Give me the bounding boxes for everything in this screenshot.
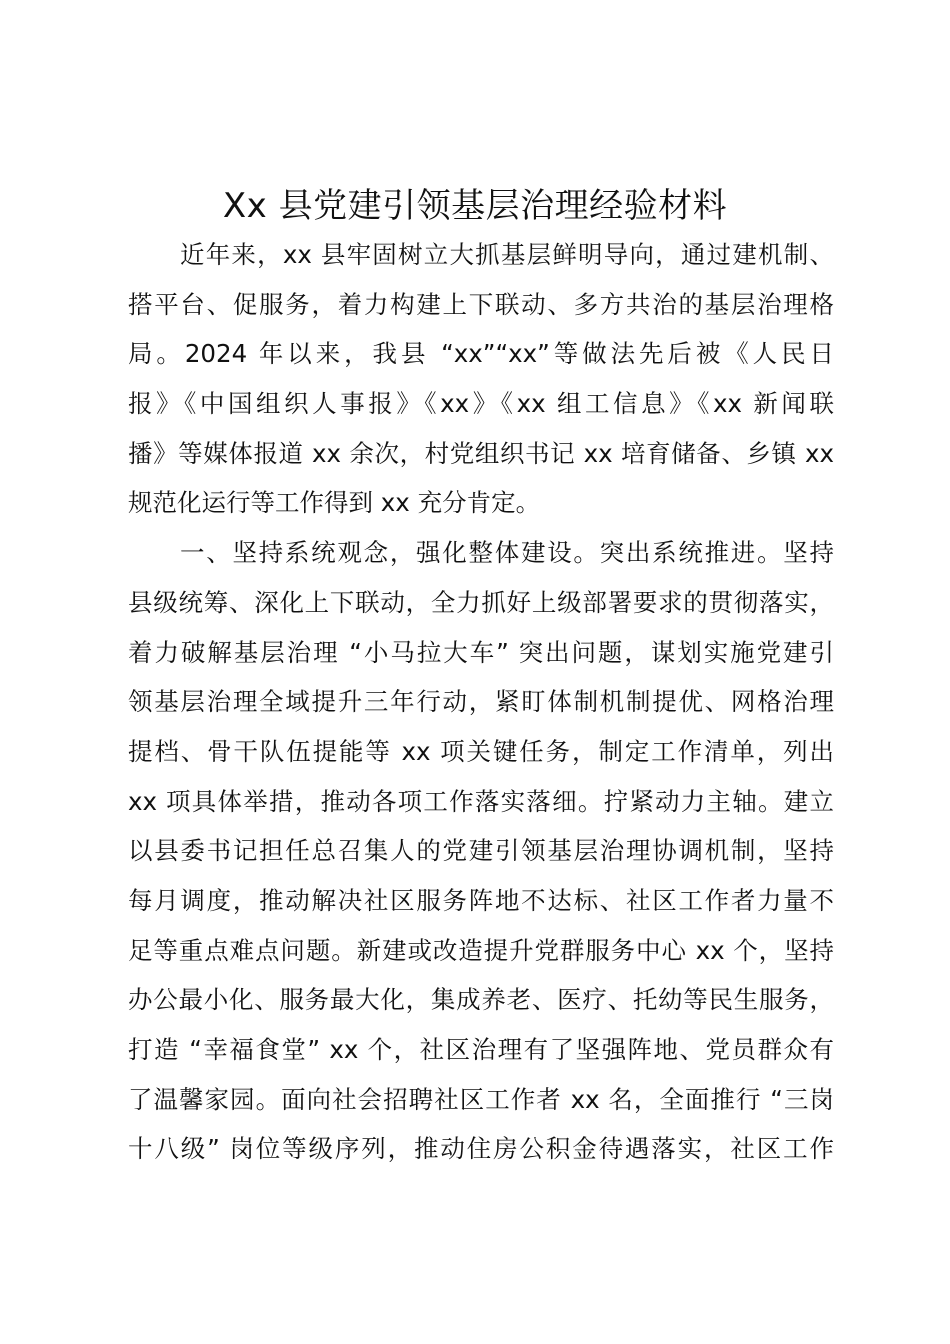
text-line: 每月调度，推动解决社区服务阵地不达标、社区工作者力量不 [128,885,834,915]
text-line: 一、坚持系统观念，强化整体建设。突出系统推进。坚持 [180,538,834,568]
text-line: 播》等媒体报道 xx 余次，村党组织书记 xx 培育储备、乡镇 xx [128,438,834,468]
text-line: 局。2024 年以来，我县 “xx”“xx”等做法先后被《人民日 [128,339,834,369]
text-line: 了温馨家园。面向社会招聘社区工作者 xx 名，全面推行 “三岗 [128,1084,834,1114]
document-body [128,230,834,1174]
text-line: 近年来，xx 县牢固树立大抓基层鲜明导向，通过建机制、 [180,240,834,269]
text-line: 规范化运行等工作得到 xx 充分肯定。 [128,488,541,518]
text-line: 县级统筹、深化上下联动，全力抓好上级部署要求的贯彻落实， [128,587,834,617]
text-line: 提档、骨干队伍提能等 xx 项关键任务，制定工作清单，列出 [128,736,834,766]
text-line: 报》《中国组织人事报》《xx》《xx 组工信息》《xx 新闻联 [128,389,834,419]
text-line: 办公最小化、服务最大化，集成养老、医疗、托幼等民生服务， [128,985,834,1015]
paragraph-section-1 [128,528,834,1174]
text-line: 搭平台、促服务，着力构建上下联动、多方共治的基层治理格 [128,289,834,319]
text-line: 以县委书记担任总召集人的党建引领基层治理协调机制，坚持 [128,836,834,866]
document-title: Xx 县党建引领基层治理经验材料 [222,186,728,226]
text-line: xx 项具体举措，推动各项工作落实落细。拧紧动力主轴。建立 [128,786,834,816]
text-line: 领基层治理全域提升三年行动，紧盯体制机制提优、网格治理 [128,687,834,717]
text-line: 打造 “幸福食堂” xx 个，社区治理有了坚强阵地、党员群众有 [128,1035,834,1064]
text-line: 十八级” 岗位等级序列，推动住房公积金待遇落实，社区工作 [128,1134,834,1164]
text-line: 着力破解基层治理 “小马拉大车” 突出问题，谋划实施党建引 [128,637,834,667]
paragraph-intro [128,230,834,528]
text-line: 足等重点难点问题。新建或改造提升党群服务中心 xx 个，坚持 [128,935,834,965]
